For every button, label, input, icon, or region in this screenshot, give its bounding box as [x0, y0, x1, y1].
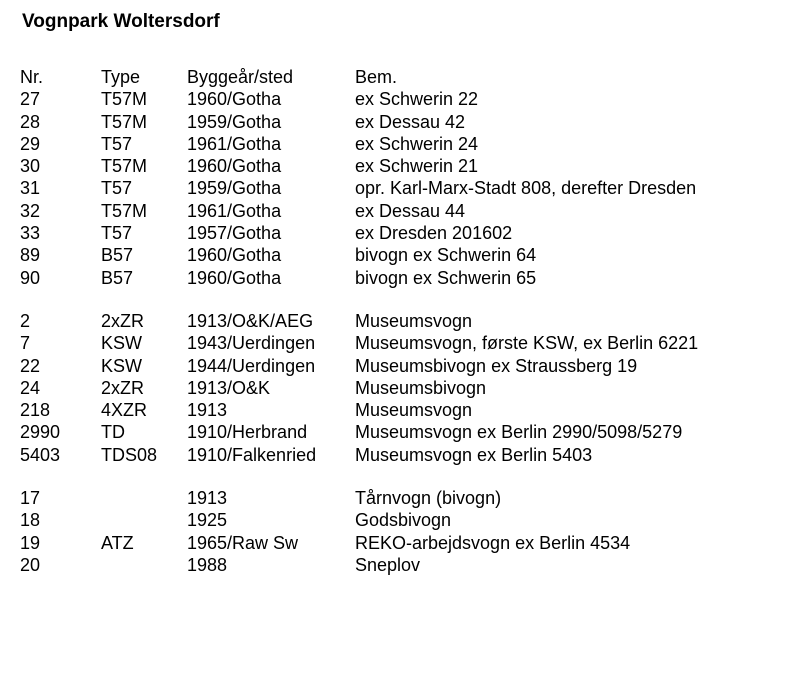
cell-type: TDS08 — [101, 444, 158, 465]
cell-nr: 33 — [20, 223, 41, 244]
cell-remark: bivogn ex Schwerin 64 — [355, 245, 537, 266]
cell-nr: 30 — [20, 156, 41, 177]
cell-remark: REKO-arbejdsvogn ex Berlin 4534 — [355, 532, 631, 553]
cell-nr: 22 — [20, 355, 41, 376]
cell-nr: 24 — [20, 377, 41, 398]
cell-nr: 218 — [20, 400, 51, 421]
cell-type: KSW — [101, 355, 143, 376]
cell-type: B57 — [101, 245, 134, 266]
cell-nr: 27 — [20, 89, 41, 110]
cell-nr: 7 — [20, 333, 31, 354]
cell-nr: 2 — [20, 310, 31, 331]
cell-year-place: 1944/Uerdingen — [187, 355, 316, 376]
cell-remark: Museumsbivogn ex Straussberg 19 — [355, 355, 638, 376]
cell-year-place: 1925 — [187, 510, 228, 531]
cell-year-place: 1988 — [187, 554, 228, 575]
cell-remark: Sneplov — [355, 554, 421, 575]
cell-year-place: 1913 — [187, 400, 228, 421]
cell-remark: Museumsvogn ex Berlin 2990/5098/5279 — [355, 422, 683, 443]
cell-type: 2xZR — [101, 310, 145, 331]
cell-remark: Museumsvogn, første KSW, ex Berlin 6221 — [355, 333, 699, 354]
cell-year-place: 1910/Falkenried — [187, 444, 317, 465]
cell-nr: 90 — [20, 267, 41, 288]
cell-type: T57M — [101, 156, 148, 177]
cell-remark: Museumsvogn — [355, 310, 473, 331]
cell-type: 4XZR — [101, 400, 148, 421]
cell-type: T57 — [101, 133, 133, 154]
cell-remark: ex Schwerin 24 — [355, 133, 479, 154]
cell-nr: 29 — [20, 133, 41, 154]
cell-type: T57M — [101, 89, 148, 110]
cell-year-place: 1960/Gotha — [187, 89, 282, 110]
cell-year-place: 1965/Raw Sw — [187, 532, 299, 553]
cell-remark: Tårnvogn (bivogn) — [355, 488, 502, 509]
cell-remark: opr. Karl-Marx-Stadt 808, derefter Dresden — [355, 178, 697, 199]
cell-nr: 17 — [20, 488, 41, 509]
cell-type: TD — [101, 422, 125, 443]
cell-type: 2xZR — [101, 377, 145, 398]
cell-remark: bivogn ex Schwerin 65 — [355, 267, 537, 288]
cell-year-place: 1910/Herbrand — [187, 422, 308, 443]
page-title: Vognpark Woltersdorf — [22, 11, 220, 32]
cell-nr: 20 — [20, 554, 41, 575]
cell-year-place: 1913/O&K — [187, 377, 271, 398]
cell-remark: Museumsbivogn — [355, 377, 487, 398]
cell-year-place: 1961/Gotha — [187, 200, 282, 221]
cell-remark: ex Schwerin 22 — [355, 89, 479, 110]
cell-type: B57 — [101, 267, 134, 288]
cell-year-place: 1957/Gotha — [187, 223, 282, 244]
cell-nr: 28 — [20, 111, 41, 132]
cell-type: T57 — [101, 223, 133, 244]
cell-type: T57M — [101, 111, 148, 132]
cell-remark: ex Dresden 201602 — [355, 223, 513, 244]
cell-nr: 19 — [20, 532, 41, 553]
cell-nr: 32 — [20, 200, 41, 221]
cell-year-place: 1913/O&K/AEG — [187, 310, 314, 331]
cell-type: T57M — [101, 200, 148, 221]
header-type: Type — [101, 67, 141, 87]
cell-remark: Godsbivogn — [355, 510, 452, 531]
cell-remark: ex Schwerin 21 — [355, 156, 479, 177]
cell-year-place: 1960/Gotha — [187, 267, 282, 288]
header-nr: Nr. — [20, 67, 44, 87]
cell-type: KSW — [101, 333, 143, 354]
cell-year-place: 1943/Uerdingen — [187, 333, 316, 354]
cell-nr: 18 — [20, 510, 41, 531]
cell-remark: ex Dessau 44 — [355, 200, 466, 221]
cell-year-place: 1960/Gotha — [187, 156, 282, 177]
cell-year-place: 1961/Gotha — [187, 133, 282, 154]
cell-type: ATZ — [101, 532, 134, 553]
header-year-place: Byggeår/sted — [187, 67, 294, 87]
cell-year-place: 1959/Gotha — [187, 178, 282, 199]
cell-nr: 2990 — [20, 422, 61, 443]
cell-nr: 89 — [20, 245, 41, 266]
cell-year-place: 1913 — [187, 488, 228, 509]
cell-year-place: 1959/Gotha — [187, 111, 282, 132]
header-remark: Bem. — [355, 67, 398, 87]
cell-type: T57 — [101, 178, 133, 199]
cell-year-place: 1960/Gotha — [187, 245, 282, 266]
cell-remark: Museumsvogn — [355, 400, 473, 421]
cell-remark: ex Dessau 42 — [355, 111, 466, 132]
cell-remark: Museumsvogn ex Berlin 5403 — [355, 444, 593, 465]
cell-nr: 31 — [20, 178, 41, 199]
cell-nr: 5403 — [20, 444, 61, 465]
